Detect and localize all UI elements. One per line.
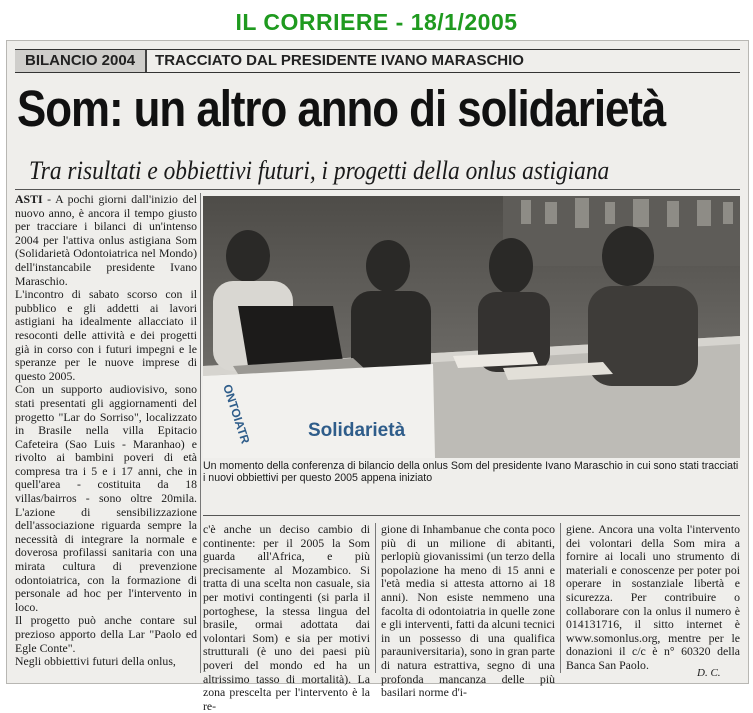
column-divider — [200, 193, 201, 673]
banner-vertical-text: ONTOIATR — [220, 382, 253, 446]
newspaper-masthead: IL CORRIERE - 18/1/2005 — [235, 9, 518, 35]
photo-caption: Un momento della conferenza di bilancio della onlus Som del presidente Ivano Maraschio in cui sono stati tracciati i nuovi obbiettivi per questo 2005 appena iniziato — [203, 460, 739, 485]
paragraph-2: L'incontro di sabato scorso con il pubblico e gli addetti ai lavori astigiani ha idealmente allacciato il resoconti delle attività e dei progetti già in corso con i futuri impegni e le speranze per le nuove imprese di questo 2005. — [15, 287, 197, 383]
article-column-3: gione di Inhambanue che conta poco più di un milione di abitanti, perlopiù giovanissimi (un terzo della popolazione ha meno di 15 anni e l'età media si attesta attorno ai 18 anni). Non esiste nemmeno una facolta di odontoiatria in quelle zone e gli interventi, fatti da alcuni tecnici in un possesso di una qualifica parauniversitaria), sono in gran parte di natura estrattiva, segno di una profonda mancanza delle più basilari norme d'i- — [381, 522, 555, 700]
paragraph-4: Il progetto può anche contare sul prezioso apporto della Lar "Paolo ed Egle Conte". — [15, 613, 197, 655]
article-column-2: c'è anche un deciso cambio di continente: per il 2005 la Som guarda all'Africa, e più precisamente al Mozambico. Si tratta di una scelta non casuale, sia per motivi contingenti (si parla il portoghese, la stessa lingua del brasile, ormai adottata dai volontari Som) e sia per motivi strutturali (è uno dei paesi più poveri del mondo ed ha un altrissimo tasso di mortalità). La zona prescelta per l'intervento è la re- — [203, 522, 370, 713]
divider — [15, 189, 740, 190]
conference-photo — [203, 196, 740, 458]
kicker-tag: BILANCIO 2004 — [15, 50, 147, 72]
article-column-1 — [15, 193, 197, 669]
column-divider — [375, 523, 376, 673]
banner-text: Solidarietà — [308, 420, 406, 441]
caption-divider — [203, 515, 740, 516]
photo-illustration — [203, 196, 740, 458]
newspaper-clipping — [6, 40, 749, 713]
column-divider — [560, 523, 561, 673]
section-kicker — [15, 49, 740, 73]
article-column-4: giene. Ancora una volta l'intervento dei volontari della Som mira a fornire ai locali uno strumento di materiali e conoscenze per poter poi operare in sostanziale libertà e sicurezza. Per contribuire o collaborare con la onlus il numero è 014131716, il sitto internet è www.somonlus.org, mentre per le donazioni il c/c è n° 60320 della Banca San Paolo. — [566, 522, 740, 672]
paragraph-1: - A pochi giorni dall'inizio del nuovo anno, è ancora il tempo giusto per tracciare i bilanci di un'intenso 2004 per l'attiva onlus astigiana Som (Solidarietà Odontoiatrica nel Mondo) dell'instancabile presidente Ivano Maraschio. — [15, 192, 197, 288]
paragraph-3: Con un supporto audiovisivo, sono stati presentati gli aggiornamenti del progetto "Lar do Sorriso", localizzato in Brasile nella villa Epitacio Cafeteira (Sao Luis - Maranhao) e rivolto ai bambini poveri di età compresa tra i 5 e i 17 anni, che in quell'area - costituita da 18 villas/bairros - sono oltre 20mila. L'azione di sensibilizzazione dell'associazione riguarda sempre la necessità di integrare la normale e doverosa profilassi sanitaria con una mirata cultura di prevenzione odontoiatrica, con la formazione di personale ad hoc per l'intervento in loco. — [15, 382, 197, 614]
subheadline: Tra risultati e obbiettivi futuri, i progetti della onlus astigiana — [29, 156, 610, 185]
kicker-text: TRACCIATO DAL PRESIDENTE IVANO MARASCHIO — [155, 52, 524, 69]
author-signature: D. C. — [697, 667, 721, 679]
paragraph-5: Negli obbiettivi futuri della onlus, — [15, 654, 176, 669]
dateline: ASTI — [15, 192, 43, 206]
headline: Som: un altro anno di solidarietà — [17, 80, 666, 137]
